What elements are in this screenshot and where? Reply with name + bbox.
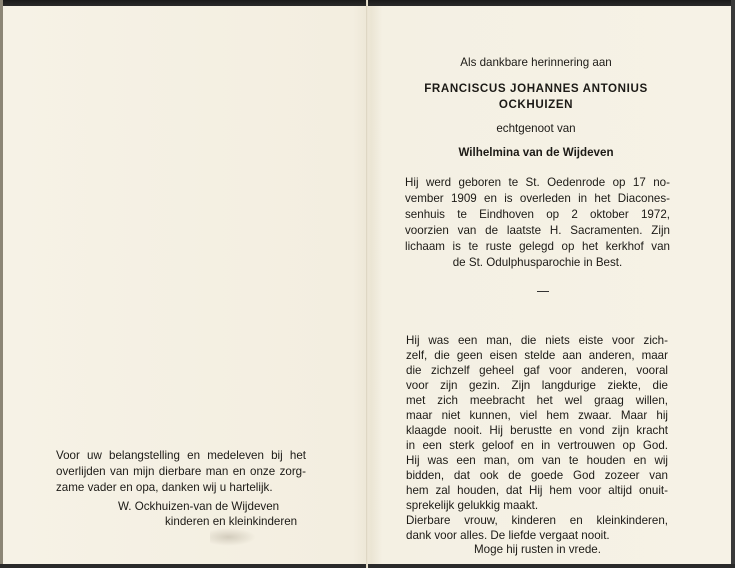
tribute-line-3: die zichzelf geheel gaf voor anderen, vooral (406, 364, 668, 377)
tribute-line-6: maar niet kunnen, viel hem zwaar. Maar hij (406, 409, 668, 422)
tribute-line-4: voor zijn gezin. Zijn langdurige ziekte, die (406, 379, 668, 392)
thanks-line-3: zame vader en opa, danken wij u hartelijk. (56, 481, 273, 494)
closing-prayer: Moge hij rusten in vrede. (474, 543, 601, 556)
thanks-line-2: overlijden van mijn dierbare man en onze zorg- (56, 465, 306, 478)
tribute-line-11: hem zal houden, dat Hij hem voor altijd onuit- (406, 484, 668, 497)
tribute-line-10: bidden, dat ook de goede God zozeer van (406, 469, 668, 482)
intro-line: Als dankbare herinnering aan (460, 56, 612, 69)
separator-dash (537, 291, 549, 292)
tribute-line-2: zelf, die geen eisen stelde aan anderen, maar (406, 349, 668, 362)
bio-line-4: voorzien van de laatste H. Sacramenten. Zijn (405, 224, 670, 237)
scan-edge-right (731, 0, 735, 568)
bio-line-6: de St. Odulphusparochie in Best. (452, 256, 623, 269)
relation-line: echtgenoot van (496, 122, 576, 135)
bio-line-2: vember 1909 en is overleden in het Diacones- (405, 192, 670, 205)
tribute-line-5: met zich meebracht het wel graag willen, (406, 394, 668, 407)
deceased-name: FRANCISCUS JOHANNES ANTONIUS (424, 82, 648, 95)
thanks-line-1: Voor uw belangstelling en medeleven bij het (56, 449, 306, 462)
bio-line-5: lichaam is te ruste gelegd op het kerkhof van (405, 240, 670, 253)
tribute-line-1: Hij was een man, die niets eiste voor zich- (406, 334, 668, 347)
spouse-name: Wilhelmina van de Wijdeven (458, 146, 614, 159)
tribute-line-9: Hij was een man, om van te houden en wij (406, 454, 668, 467)
deceased-surname: OCKHUIZEN (498, 98, 574, 111)
stain (210, 528, 256, 546)
scan-edge-left (0, 0, 3, 568)
card-fold (366, 0, 368, 568)
signature-name: W. Ockhuizen-van de Wijdeven (118, 500, 280, 513)
tribute-line-12: sprekelijk gelukkig maakt. (406, 499, 539, 512)
tribute-line-7: klaagde nooit. Hij berustte en vond zijn kracht (406, 424, 668, 437)
signature-family: kinderen en kleinkinderen (165, 515, 298, 528)
tribute-line-8: in een sterk geloof en in vertrouwen op God. (406, 439, 668, 452)
bio-line-1: Hij werd geboren te St. Oedenrode op 17 no- (405, 176, 670, 189)
tribute-line-13: Dierbare vrouw, kinderen en kleinkinderen, (406, 514, 668, 527)
bio-line-3: senhuis te Eindhoven op 2 oktober 1972, (405, 208, 670, 221)
tribute-line-14: dank voor alles. De liefde vergaat nooit. (406, 529, 610, 542)
